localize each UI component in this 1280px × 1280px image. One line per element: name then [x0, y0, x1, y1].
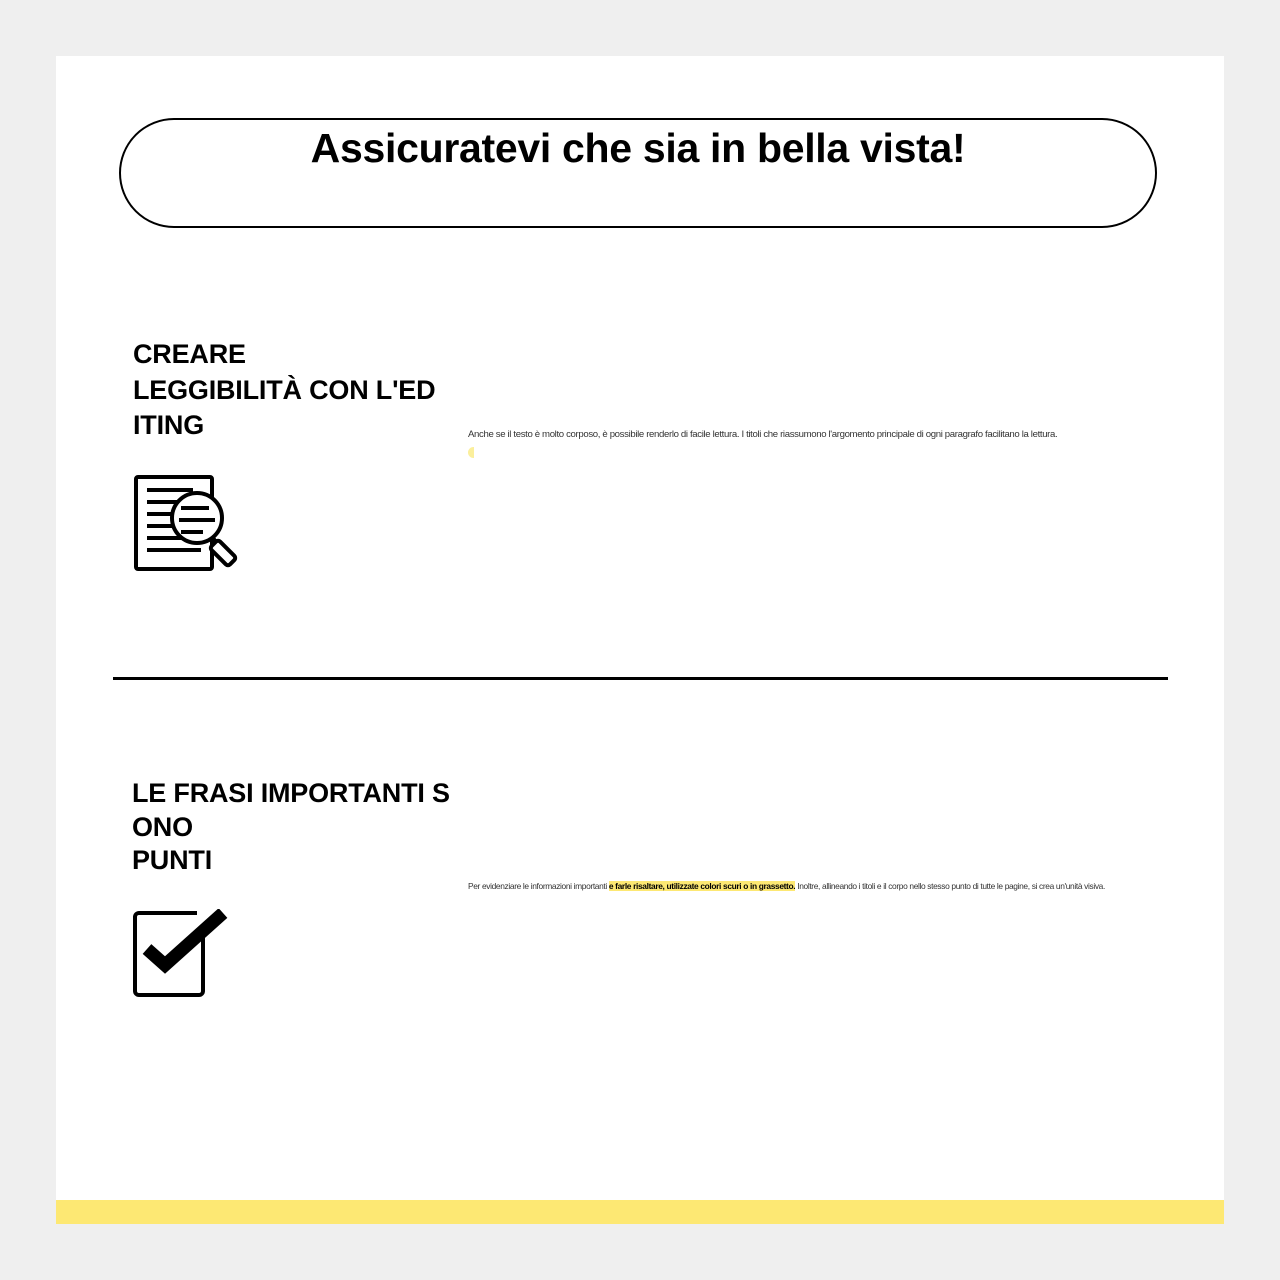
footer-accent-bar: [56, 1200, 1224, 1224]
page-title: Assicuratevi che sia in bella vista!: [310, 125, 966, 171]
section-divider: [113, 677, 1168, 680]
document-page: [56, 56, 1224, 1224]
section-body-readability: [468, 426, 1168, 465]
section-body-key-points: [468, 877, 1168, 895]
section-heading-readability: CREARE LEGGIBILITÀ CON L'ED ITING: [133, 339, 436, 440]
body-text: Anche se il testo è molto corposo, è possibile renderlo di facile lettura. I titoli che riassumono l'argomento principale di ogni paragrafo facilitano la lettura.: [468, 429, 1058, 440]
body-text-highlight: e farle risaltare, utilizzate colori scuri o in grassetto.: [608, 881, 796, 891]
title-banner: [119, 118, 1157, 228]
section-heading-key-points: LE FRASI IMPORTANTI S ONO PUNTI: [132, 778, 450, 875]
body-text-after: Inoltre, allineando i titoli e il corpo nello stesso punto di tutte le pagine, si crea un'unità visiva.: [795, 881, 1105, 891]
body-text-before: Per evidenziare le informazioni importanti: [468, 881, 609, 891]
checkbox-checked-icon: [133, 909, 229, 999]
document-search-icon: [133, 474, 245, 572]
text-cursor-highlight: [468, 447, 474, 458]
